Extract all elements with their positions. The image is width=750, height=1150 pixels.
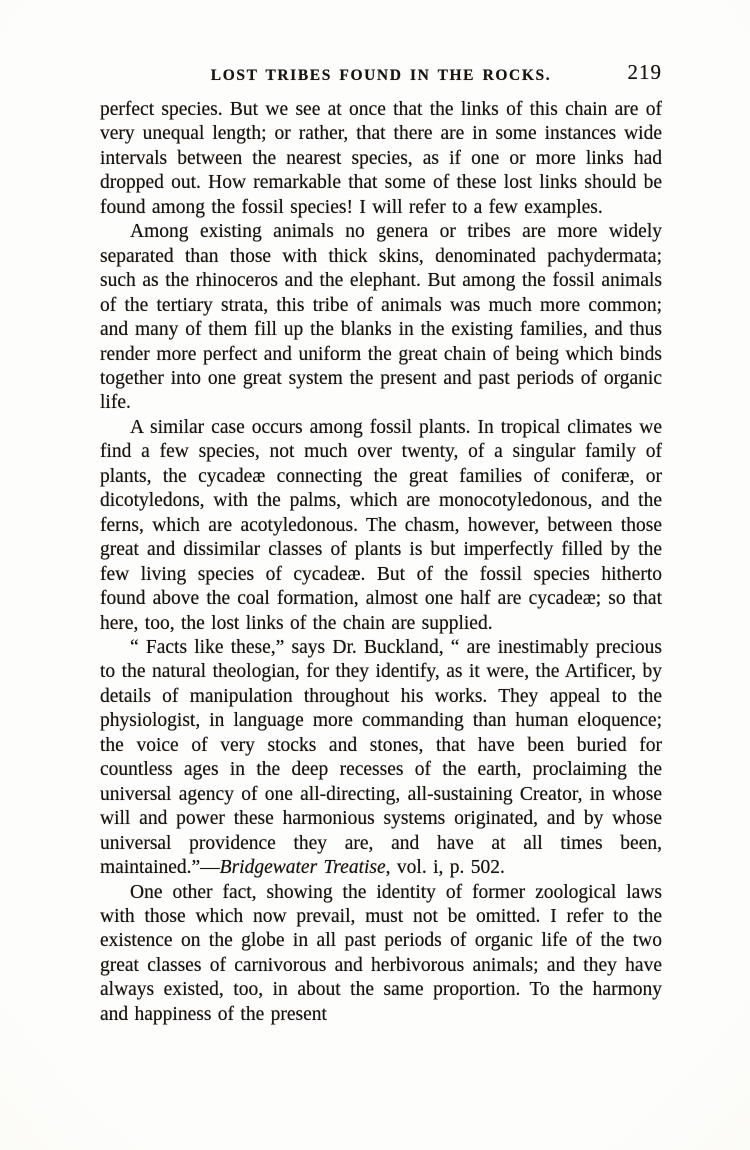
page-number: 219 <box>627 60 662 84</box>
page-body <box>100 98 662 1027</box>
paragraph-2: Among existing animals no genera or tribes are more widely separated than those with thick skins, denominated pachydermata; such as the rhinoceros and the elephant. But among the fossil animals of the tertiary strata, this tribe of animals was much more common; and many of them fill up the blanks in the existing families, and thus render more perfect and uniform the great chain of being which binds together into one great system the present and past periods of organic life. <box>100 221 662 414</box>
paragraph-4-quote <box>100 636 662 881</box>
running-title: LOST TRIBES FOUND IN THE ROCKS. <box>210 67 552 84</box>
citation-detail: , vol. i, p. 502. <box>385 857 505 879</box>
citation-title: Bridgewater Treatise <box>219 857 386 879</box>
running-header <box>100 60 662 90</box>
paragraph-1: perfect species. But we see at once that the links of this chain are of very unequal length; or rather, that there are in some instances wide intervals between the nearest species, as if one or more links had dropped out. How remarkable that some of these lost links should be found among the fossil species! I will refer to a few examples. <box>100 99 662 218</box>
quote-text: “ Facts like these,” says Dr. Buckland, “ are inestimably precious to the natural theologian, for they identify, as it were, the Artificer, by details of manipulation throughout his works. They appeal to the physiologist, in language more commanding than human eloquence; the voice of very stocks and stones, that have been buried for countless ages in the deep recesses of the earth, proclaiming the universal agency of one all-directing, all-sustaining Creator, in whose will and power these harmonious systems originated, and by whose universal providence they are, and have at all times been, maintained.”— <box>100 636 662 879</box>
paragraph-3: A similar case occurs among fossil plants. In tropical climates we find a few species, not much over twenty, of a singular family of plants, the cycadeæ connecting the great families of coniferæ, or dicotyledons, with the palms, which are monocotyledonous, and the ferns, which are acotyledonous. The chasm, however, between those great and dissimilar classes of plants is but imperfectly filled by the few living species of cycadeæ. But of the fossil species hitherto found above the coal formation, almost one half are cycadeæ; so that here, too, the lost links of the chain are supplied. <box>100 416 662 634</box>
paragraph-5: One other fact, showing the identity of former zoological laws with those which now prevail, must not be omitted. I refer to the existence on the globe in all past periods of organic life of the two great classes of carnivorous and herbivorous animals; and they have always existed, too, in about the same proportion. To the harmony and happiness of the present <box>100 881 662 1025</box>
